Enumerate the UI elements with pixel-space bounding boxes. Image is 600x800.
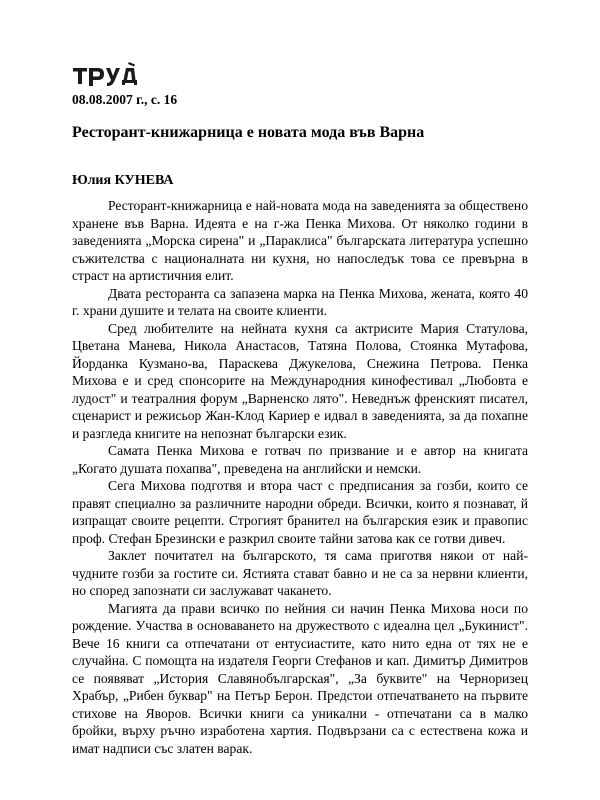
dateline: 08.08.2007 г., с. 16 xyxy=(72,92,178,107)
paragraph: Ресторант-книжарница е най-новата мода на заведенията за обществено хранене във Варна. Идеята е на г-жа Пенка Михова. От няколко години в заведенията „Морска сирена" и „Параклиса" българската литература успешно съжителства с националната ни кухня, но напоследък това се превърна в страст на артистичния елит. xyxy=(72,198,528,283)
paragraph: Магията да прави всичко по нейния си начин Пенка Михова носи по рождение. Участва в основаването на дружеството с идеална цел „Букинист". Вече 16 книги са отпечатани от ентусиастите, като нито една от тях не е случайна. С помощта на издателя Георги Стефанов и кап. Димитър Димитров се появяват „История Славянобългарская", „За буквите" на Черноризец Храбър, „Рибен буквар" на Петър Берон. Предстои отпечатването на първите стихове на Яворов. Всички книги са уникални - отпечатани са в малко бройки, върху ръчно изработена хартия. Подвързани са с естествена кожа и имат надписи със златен варак. xyxy=(72,600,528,756)
article-body xyxy=(72,197,528,757)
article-title: Ресторант-книжарница е новата мода във Варна xyxy=(72,124,425,141)
trud-logo xyxy=(72,62,138,86)
trud-logo-graphic xyxy=(72,62,138,86)
paragraph: Сред любителите на нейната кухня са актрисите Мария Статулова, Цветана Манева, Никола Анастасов, Татяна Полова, Стоянка Мутафова, Йорданка Кузмано-ва, Параскева Джукелова, Снежина Петрова. Пенка Михова е и сред спонсорите на Международния кинофестивал „Любовта е лудост" и театралния форум „Варненско лято". Неведнъж френският писател, сценарист и режисьор Жан-Клод Кариер е идвал в заведенията, за да похапне и разгледа книгите на непознат български език. xyxy=(72,320,528,441)
paragraph: Сега Михова подготвя и втора част с предписания за гозби, които се правят специално за различните народни обреди. Всички, които я познават, й изпращат своите рецепти. Строгият бранител на българския език и правопис проф. Стефан Брезински е разкрил своите тайни затова как се готви дивеч. xyxy=(72,478,528,546)
paragraph: Самата Пенка Михова е готвач по призвание и е автор на книгата „Когато душата похапва", преведена на английски и немски. xyxy=(72,443,528,476)
paragraph: Двата ресторанта са запазена марка на Пенка Михова, жената, която 40 г. храни душите и телата на своите клиенти. xyxy=(72,285,528,318)
paragraph: Заклет почитател на българското, тя сама приготвя някои от най-чудните гозби за гостите си. Ястията стават бавно и не са за нервни клиенти, но според запознати си заслужават чакането. xyxy=(72,548,528,598)
article-author: Юлия КУНЕВА xyxy=(72,173,174,188)
